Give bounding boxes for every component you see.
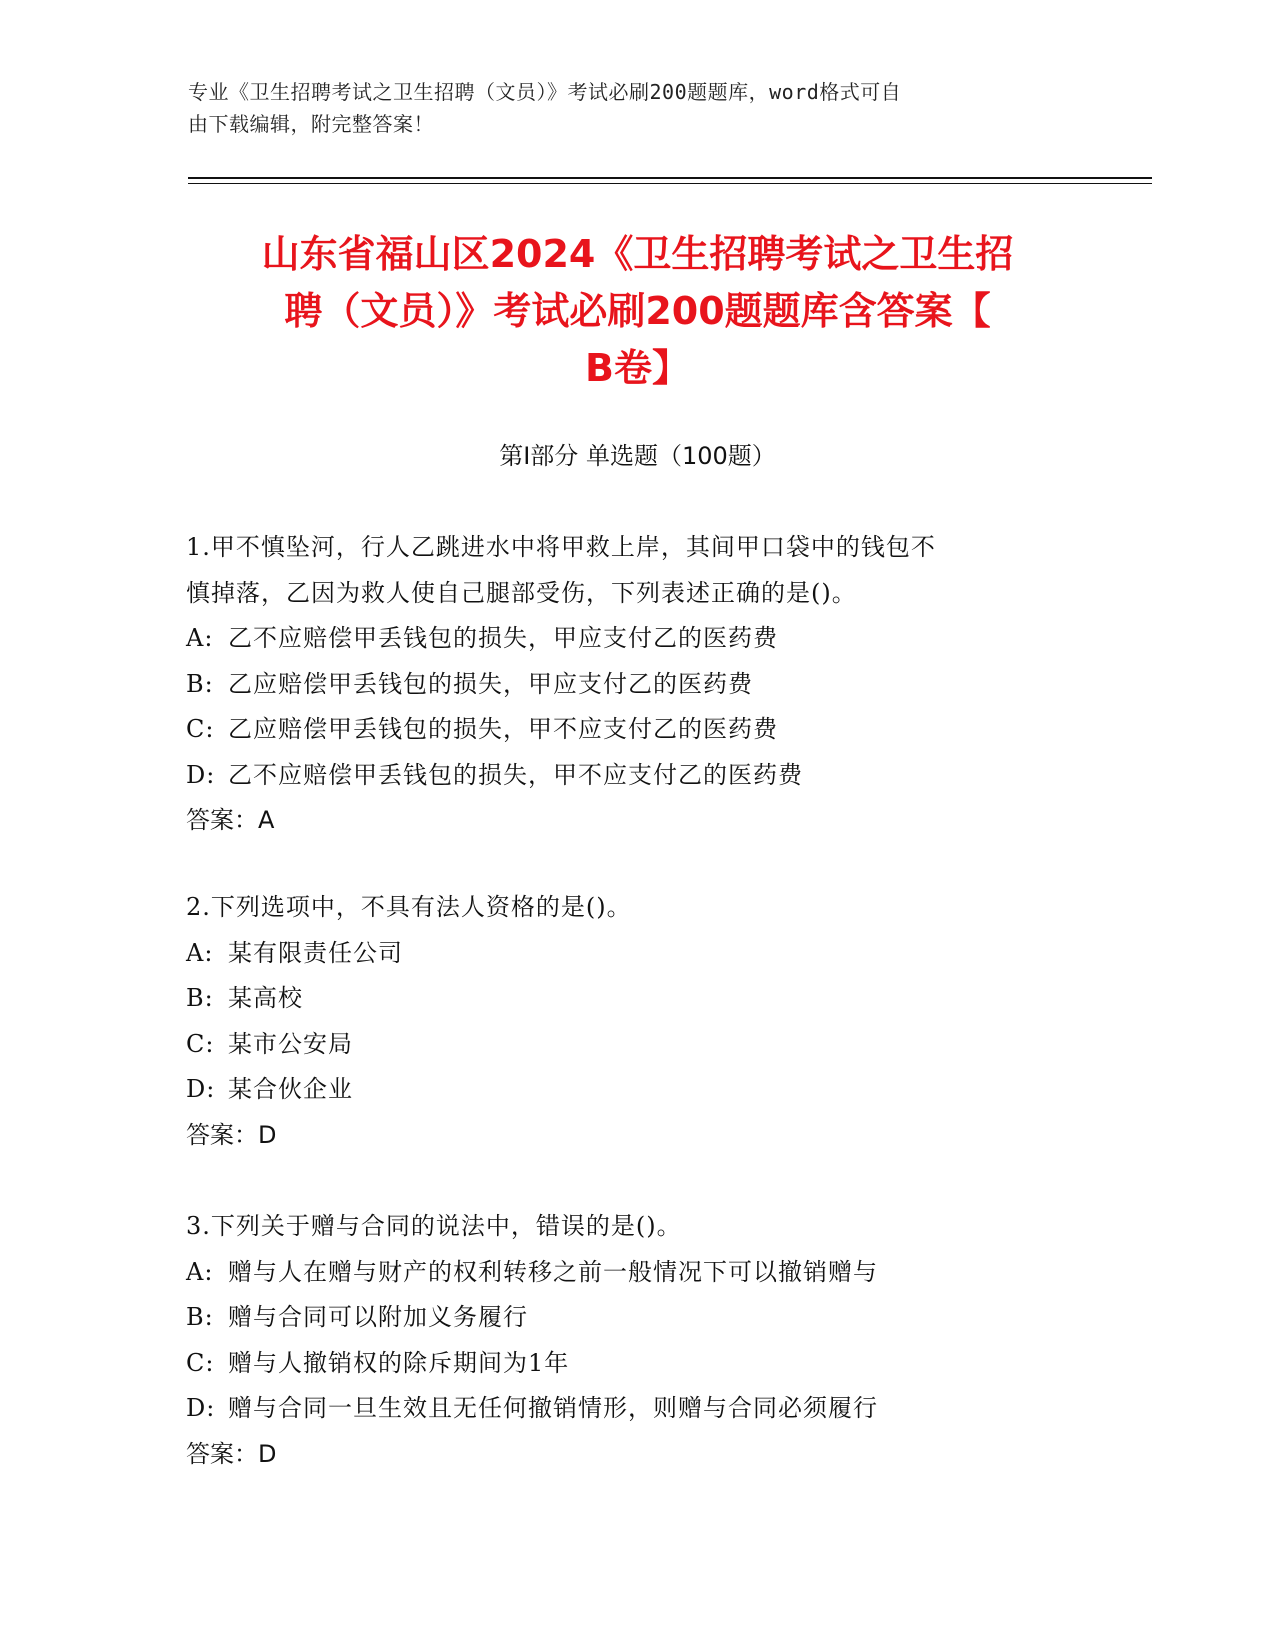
document-title <box>150 226 1125 397</box>
option-a <box>186 1250 1066 1296</box>
option-text: 某高校 <box>228 984 303 1012</box>
question-stem: 3.下列关于赠与合同的说法中，错误的是()。 <box>186 1212 682 1240</box>
option-letter: A: <box>186 938 214 967</box>
option-letter: D: <box>186 1394 216 1422</box>
question-stem: 1.甲不慎坠河，行人乙跳进水中将甲救上岸，其间甲口袋中的钱包不 <box>186 533 936 561</box>
option-letter: B: <box>186 1303 214 1331</box>
option-a <box>186 931 1066 977</box>
answer-line: 答案：A <box>186 806 275 834</box>
option-text: 乙应赔偿甲丢钱包的损失，甲不应支付乙的医药费 <box>228 715 778 743</box>
option-text: 某合伙企业 <box>228 1075 353 1103</box>
option-c <box>186 707 1066 753</box>
option-a <box>186 616 1066 662</box>
option-d <box>186 1067 1066 1113</box>
answer-line: 答案：D <box>186 1120 277 1149</box>
option-text: 赠与合同一旦生效且无任何撤销情形，则赠与合同必须履行 <box>228 1394 878 1422</box>
option-letter: C: <box>186 1029 215 1058</box>
option-d <box>186 1386 1066 1432</box>
header-note-line: 由下载编辑，附完整答案！ <box>188 112 434 136</box>
option-b <box>186 662 1066 708</box>
option-letter: D: <box>186 1075 216 1103</box>
section-title: 第I部分 单选题（100题） <box>499 442 776 470</box>
title-line: B卷】 <box>585 346 690 390</box>
option-text: 某有限责任公司 <box>228 938 403 967</box>
option-text: 某市公安局 <box>228 1029 353 1058</box>
question-stem: 2.下列选项中，不具有法人资格的是()。 <box>186 893 632 921</box>
option-c <box>186 1022 1066 1068</box>
option-text: 赠与人在赠与财产的权利转移之前一般情况下可以撤销赠与 <box>228 1257 878 1286</box>
option-letter: A: <box>186 624 214 652</box>
question-block <box>186 1204 1066 1477</box>
option-letter: B: <box>186 669 214 698</box>
header-divider <box>188 177 1152 179</box>
option-letter: B: <box>186 984 214 1012</box>
answer-line: 答案：D <box>186 1439 277 1468</box>
option-text: 乙应赔偿甲丢钱包的损失，甲应支付乙的医药费 <box>228 669 753 698</box>
question-block <box>186 885 1066 1158</box>
option-letter: C: <box>186 1348 215 1377</box>
option-text: 乙不应赔偿甲丢钱包的损失，甲应支付乙的医药费 <box>228 624 778 652</box>
option-letter: D: <box>186 760 216 789</box>
title-line: 山东省福山区2024《卫生招聘考试之卫生招 <box>261 232 1014 276</box>
header-note <box>188 76 1068 140</box>
option-b <box>186 1295 1066 1341</box>
header-note-line: 专业《卫生招聘考试之卫生招聘（文员）》考试必刷200题题库，word格式可自 <box>188 80 902 104</box>
question-stem: 慎掉落，乙因为救人使自己腿部受伤，下列表述正确的是()。 <box>186 578 857 607</box>
option-text: 乙不应赔偿甲丢钱包的损失，甲不应支付乙的医药费 <box>228 760 803 789</box>
option-d <box>186 753 1066 799</box>
option-text: 赠与合同可以附加义务履行 <box>228 1303 528 1331</box>
option-b <box>186 976 1066 1022</box>
header-divider <box>188 183 1152 184</box>
option-c <box>186 1341 1066 1387</box>
title-line: 聘（文员）》考试必刷200题题库含答案【 <box>284 289 991 333</box>
option-letter: A: <box>186 1257 214 1286</box>
option-letter: C: <box>186 715 215 743</box>
option-text: 赠与人撤销权的除斥期间为1年 <box>228 1348 570 1377</box>
question-block <box>186 525 1066 844</box>
